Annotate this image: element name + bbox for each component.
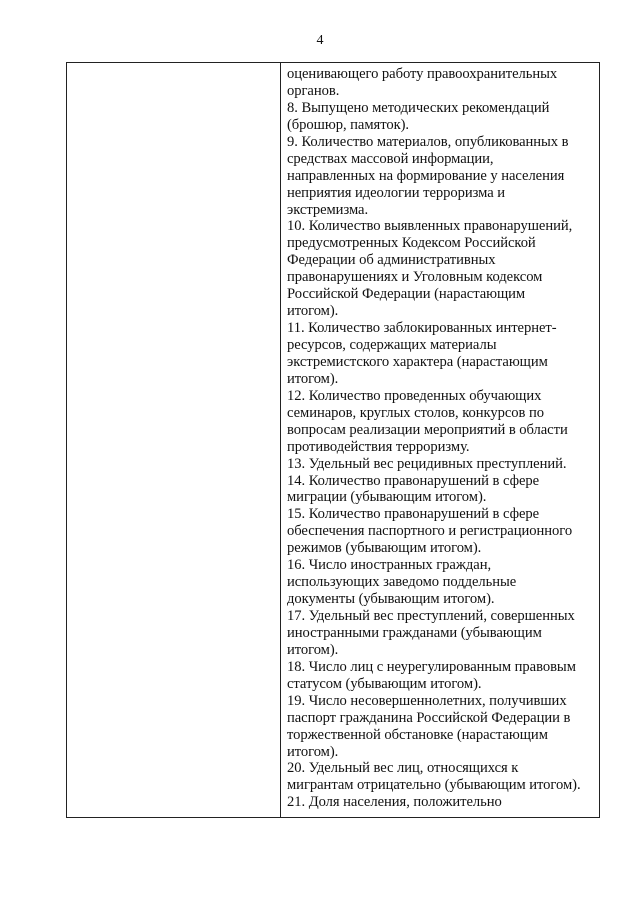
text-line: экстремистского характера (нарастающим — [287, 353, 548, 370]
page-number: 4 — [316, 33, 324, 48]
text-line: неприятия идеологии терроризма и — [287, 184, 505, 201]
text-line: средствах массовой информации, — [287, 150, 494, 167]
text-line: обеспечения паспортного и регистрационного — [287, 523, 573, 540]
column-divider — [280, 63, 281, 817]
text-line: Российской Федерации (нарастающим — [287, 286, 526, 303]
text-line: 12. Количество проведенных обучающих — [287, 387, 542, 404]
text-line: ресурсов, содержащих материалы — [287, 337, 497, 353]
text-line: вопросам реализации мероприятий в области — [287, 421, 568, 438]
text-line: мигрантам отрицательно (убывающим итогом). — [287, 777, 581, 794]
text-line: 19. Число несовершеннолетних, получивших — [287, 692, 567, 709]
text-line: итогом). — [287, 641, 339, 658]
text-line: правонарушениях и Уголовным кодексом — [287, 269, 543, 286]
text-line: Федерации об административных — [287, 252, 496, 269]
text-line: 11. Количество заблокированных интернет- — [287, 320, 557, 337]
text-line: миграции (убывающим итогом). — [287, 489, 487, 506]
text-line: паспорт гражданина Российской Федерации в — [287, 709, 571, 726]
text-line: использующих заведомо поддельные — [287, 574, 517, 591]
text-line: торжественной обстановке (нарастающим — [287, 726, 548, 743]
text-line: 13. Удельный вес рецидивных преступлений. — [287, 455, 567, 472]
text-line: документы (убывающим итогом). — [287, 591, 495, 608]
text-line: итогом). — [287, 303, 339, 320]
table-cell-indicators — [287, 66, 595, 817]
text-line: направленных на формирование у населения — [287, 167, 565, 184]
text-line: итогом). — [287, 743, 339, 760]
text-line: (брошюр, памяток). — [287, 116, 410, 133]
text-line: экстремизма. — [287, 201, 369, 218]
text-line: иностранными гражданами (убывающим — [287, 624, 542, 641]
text-line: 17. Удельный вес преступлений, совершенных — [287, 608, 575, 624]
text-line: 21. Доля населения, положительно — [287, 794, 502, 811]
text-line: 9. Количество материалов, опубликованных в — [287, 133, 569, 150]
text-line: 10. Количество выявленных правонарушений, — [287, 218, 573, 235]
text-line: 14. Количество правонарушений в сфере — [287, 472, 540, 489]
text-line: 20. Удельный вес лиц, относящихся к — [287, 760, 519, 777]
text-line: 16. Число иностранных граждан, — [287, 557, 492, 574]
text-line: итогом). — [287, 370, 339, 387]
document-table — [66, 62, 600, 818]
text-line: органов. — [287, 82, 340, 99]
text-line: режимов (убывающим итогом). — [287, 540, 482, 557]
text-line: статусом (убывающим итогом). — [287, 675, 482, 692]
text-line: предусмотренных Кодексом Российской — [287, 235, 536, 252]
text-line: оценивающего работу правоохранительных — [287, 66, 558, 82]
text-line: 15. Количество правонарушений в сфере — [287, 506, 540, 523]
text-line: семинаров, круглых столов, конкурсов по — [287, 404, 544, 421]
text-line: 8. Выпущено методических рекомендаций — [287, 99, 550, 116]
text-line: 18. Число лиц с неурегулированным правовым — [287, 658, 576, 675]
text-line: противодействия терроризму. — [287, 438, 470, 455]
